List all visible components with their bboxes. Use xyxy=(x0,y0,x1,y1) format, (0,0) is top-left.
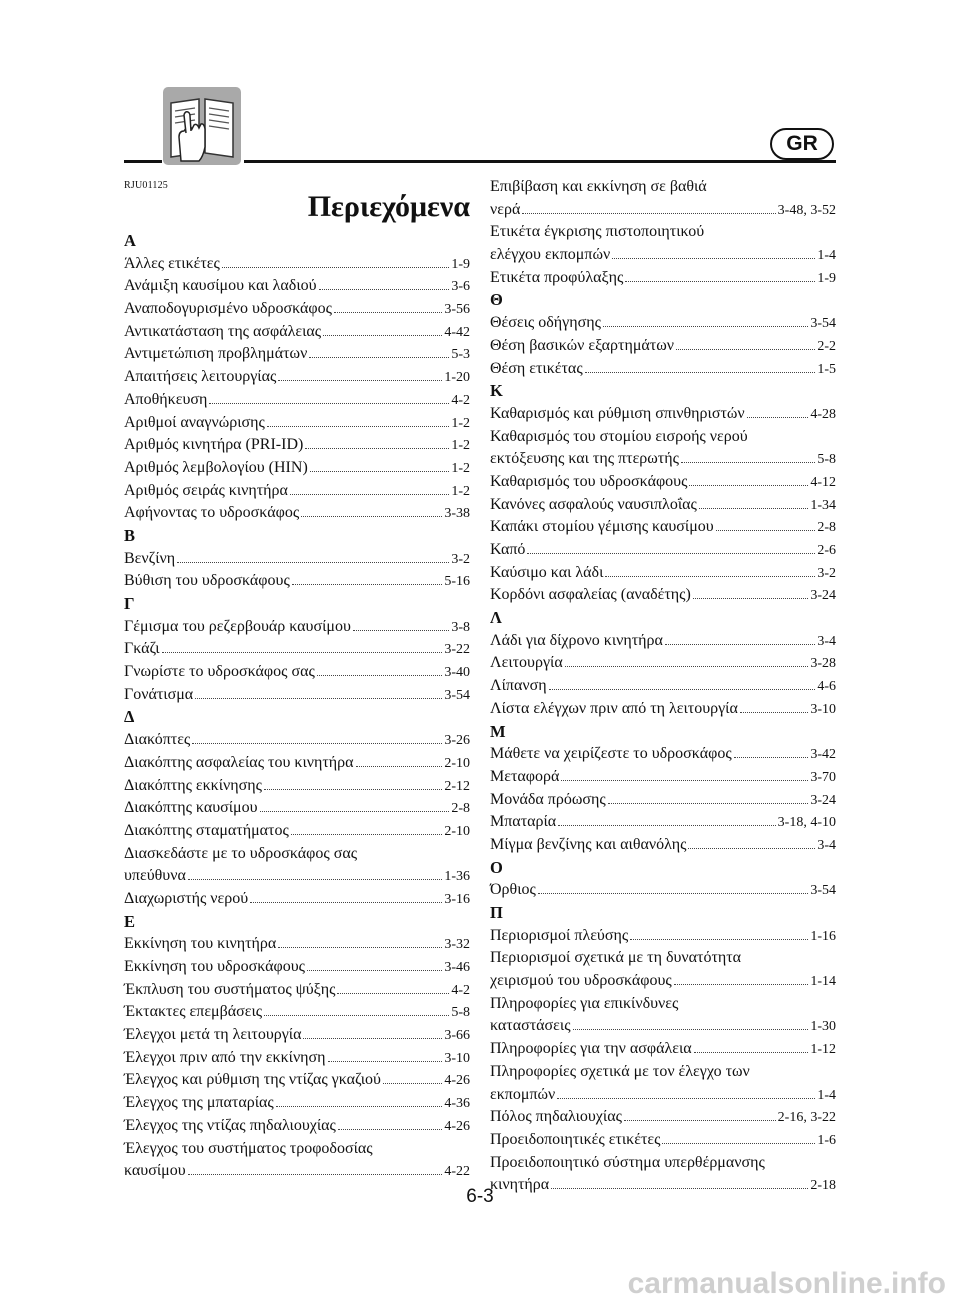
entry-page: 1-6 xyxy=(817,1132,836,1148)
dot-leader xyxy=(195,689,442,699)
entry-text: κινητήρα xyxy=(490,1176,550,1194)
dot-leader xyxy=(699,499,808,509)
dot-leader xyxy=(603,317,808,327)
entry-text: Έκτακτες επεμβάσεις xyxy=(124,1003,263,1021)
dot-leader xyxy=(558,816,776,826)
entry-text: Διακόπτης ασφαλείας του κινητήρα xyxy=(124,753,354,771)
page-number: 6-3 xyxy=(466,1186,494,1207)
entry-text: Έλεγχος της μπαταρίας xyxy=(124,1094,274,1112)
index-entry[interactable] xyxy=(124,979,470,1002)
index-entry[interactable] xyxy=(490,494,836,517)
entry-page: 1-5 xyxy=(817,361,836,377)
index-column-right xyxy=(490,176,836,1197)
dot-leader xyxy=(188,870,442,880)
index-entry[interactable] xyxy=(490,811,836,834)
entry-page: 3-16 xyxy=(444,891,470,907)
index-entry[interactable] xyxy=(490,1106,836,1129)
dot-leader xyxy=(612,249,815,259)
dot-leader xyxy=(353,621,449,631)
entry-page: 4-26 xyxy=(444,1118,470,1134)
index-entry-line[interactable]: Ετικέτα έγκρισης πιστοποιητικού xyxy=(490,223,705,241)
entry-text: Πληροφορίες για την ασφάλεια xyxy=(490,1040,692,1058)
index-entry[interactable] xyxy=(124,1092,470,1115)
dot-leader xyxy=(264,1007,449,1017)
dot-leader xyxy=(608,794,809,804)
index-entry[interactable] xyxy=(490,879,836,902)
index-entry[interactable] xyxy=(490,698,836,721)
entry-text: Γκάζι xyxy=(124,640,160,658)
index-entry-line[interactable]: Προειδοποιητικό σύστημα υπερθέρμανσης xyxy=(490,1153,765,1171)
entry-page: 1-2 xyxy=(451,483,470,499)
entry-text: Ανάμιξη καυσίμου και λαδιού xyxy=(124,277,317,295)
entry-text: Πόλος πηδαλιουχίας xyxy=(490,1108,622,1126)
language-badge: GR xyxy=(770,128,834,160)
dot-leader xyxy=(662,1134,815,1144)
index-entry[interactable] xyxy=(490,267,836,290)
entry-text: Κορδόνι ασφαλείας (αναδέτης) xyxy=(490,586,691,604)
entry-text: Διακόπτης σταματήματος xyxy=(124,821,289,839)
index-letter: Π xyxy=(490,903,503,922)
dot-leader xyxy=(188,1165,443,1175)
entry-text: Έλεγχος της ντίζας πηδαλιουχίας xyxy=(124,1116,336,1134)
entry-text: Αποθήκευση xyxy=(124,390,208,408)
entry-page: 2-10 xyxy=(444,823,470,839)
dot-leader xyxy=(292,576,443,586)
dot-leader xyxy=(177,553,449,563)
index-entry[interactable] xyxy=(490,471,836,494)
entry-page: 2-8 xyxy=(817,520,836,536)
index-entry[interactable] xyxy=(124,457,470,480)
dot-leader xyxy=(209,394,449,404)
entry-page: 2-18 xyxy=(810,1178,836,1194)
entry-page: 4-6 xyxy=(817,679,836,695)
dot-leader xyxy=(585,363,816,373)
index-entry[interactable] xyxy=(124,548,470,571)
entry-page: 3-42 xyxy=(810,747,836,763)
entry-text: Βύθιση του υδροσκάφους xyxy=(124,572,290,590)
entry-text: Αφήνοντας το υδροσκάφος xyxy=(124,504,300,522)
index-letter: Α xyxy=(124,231,136,250)
index-entry[interactable] xyxy=(124,1001,470,1024)
entry-page: 1-14 xyxy=(810,974,836,990)
index-entry[interactable] xyxy=(124,1115,470,1138)
entry-text: Θέση ετικέτας xyxy=(490,359,583,377)
dot-leader xyxy=(689,476,808,486)
entry-text: Άλλες ετικέτες xyxy=(124,254,220,272)
index-entry[interactable] xyxy=(490,675,836,698)
dot-leader xyxy=(557,1089,815,1099)
dot-leader xyxy=(305,439,449,449)
index-entry[interactable] xyxy=(124,298,470,321)
index-letter: Γ xyxy=(124,594,135,613)
dot-leader xyxy=(334,303,442,313)
entry-text: Μονάδα πρόωσης xyxy=(490,790,606,808)
index-entry-line[interactable]: Πληροφορίες για επικίνδυνες xyxy=(490,994,679,1012)
entry-page: 3-6 xyxy=(451,279,470,295)
index-entry[interactable] xyxy=(490,630,836,653)
dot-leader xyxy=(625,272,815,282)
entry-page: 1-9 xyxy=(451,256,470,272)
dot-leader xyxy=(356,757,443,767)
entry-page: 1-36 xyxy=(444,869,470,885)
index-entry[interactable] xyxy=(124,480,470,503)
index-entry[interactable] xyxy=(124,797,470,820)
index-letter: Ο xyxy=(490,857,503,877)
dot-leader xyxy=(561,771,808,781)
index-entry[interactable] xyxy=(124,933,470,956)
dot-leader xyxy=(260,802,450,812)
index-entry[interactable] xyxy=(490,199,836,222)
entry-text: Αριθμοί αναγνώρισης xyxy=(124,413,265,431)
entry-page: 3-70 xyxy=(810,769,836,785)
index-entry[interactable] xyxy=(124,820,470,843)
entry-page: 3-54 xyxy=(444,687,470,703)
entry-page: 5-16 xyxy=(444,574,470,590)
entry-text: Αριθμός λεμβολογίου (HIN) xyxy=(124,458,308,476)
entry-text: Έλεγχοι μετά τη λειτουργία xyxy=(124,1026,302,1044)
index-letter: Λ xyxy=(490,608,502,628)
entry-text: Όρθιος xyxy=(490,881,536,899)
index-entry[interactable] xyxy=(490,834,836,857)
entry-text: Αριθμός σειράς κινητήρα xyxy=(124,481,288,499)
entry-page: 3-66 xyxy=(444,1028,470,1044)
entry-text: Λειτουργία xyxy=(490,654,563,672)
entry-page: 3-54 xyxy=(810,883,836,899)
dot-leader xyxy=(278,371,442,381)
entry-page: 2-2 xyxy=(817,338,836,354)
index-entry[interactable] xyxy=(490,1015,836,1038)
index-entry[interactable] xyxy=(124,570,470,593)
dot-leader xyxy=(681,453,815,463)
index-letter: Δ xyxy=(124,707,135,727)
entry-page: 5-3 xyxy=(451,347,470,363)
entry-page: 3-32 xyxy=(444,937,470,953)
entry-text: Έλεγχος και ρύθμιση της ντίζας γκαζιού xyxy=(124,1071,381,1089)
entry-page: 3-10 xyxy=(810,701,836,717)
header-rule-left xyxy=(124,160,162,163)
entry-page: 3-8 xyxy=(451,619,470,635)
index-entry[interactable] xyxy=(490,403,836,426)
index-column-left xyxy=(124,230,470,1183)
entry-text: Καθαρισμός και ρύθμιση σπινθηριστών xyxy=(490,404,745,422)
index-entry[interactable] xyxy=(124,343,470,366)
dot-leader xyxy=(337,984,449,994)
document-code: RJU01125 xyxy=(124,180,169,191)
index-entry[interactable] xyxy=(490,562,836,585)
entry-page: 4-22 xyxy=(444,1164,470,1180)
index-entry-line[interactable]: Έλεγχος του συστήματος τροφοδοσίας xyxy=(124,1139,373,1157)
index-letter: Ε xyxy=(124,911,136,931)
dot-leader xyxy=(674,975,809,985)
entry-text: Καύσιμο και λάδι xyxy=(490,563,604,581)
entry-text: εκτόξευσης και της πτερωτής xyxy=(490,450,679,468)
entry-text: Αντικατάσταση της ασφάλειας xyxy=(124,322,322,340)
page-title: Περιεχόμενα xyxy=(307,190,470,223)
dot-leader xyxy=(688,839,815,849)
dot-leader xyxy=(527,544,815,554)
index-entry[interactable] xyxy=(124,661,470,684)
entry-page: 1-4 xyxy=(817,248,836,264)
entry-text: Έλεγχοι πριν από την εκκίνηση xyxy=(124,1048,326,1066)
index-entry[interactable] xyxy=(490,789,836,812)
dot-leader xyxy=(605,567,815,577)
entry-page: 2-6 xyxy=(817,543,836,558)
entry-text: Καπό xyxy=(490,541,526,558)
entry-page: 3-2 xyxy=(817,565,836,581)
dot-leader xyxy=(630,930,808,940)
entry-page: 5-8 xyxy=(451,1005,470,1021)
index-entry[interactable] xyxy=(124,366,470,389)
entry-page: 3-22 xyxy=(444,642,470,658)
dot-leader xyxy=(319,281,450,291)
entry-text: Εκκίνηση του υδροσκάφους xyxy=(124,958,306,975)
dot-leader xyxy=(278,939,442,949)
index-entry[interactable] xyxy=(124,1047,470,1070)
entry-text: νερά xyxy=(490,200,521,218)
entry-page: 3-48, 3-52 xyxy=(777,202,836,218)
dot-leader xyxy=(290,485,449,495)
entry-text: εκπομπών xyxy=(490,1085,556,1103)
entry-page: 3-54 xyxy=(810,316,836,332)
entry-page: 2-8 xyxy=(451,801,470,817)
entry-text: Μεταφορά xyxy=(490,767,560,785)
dot-leader xyxy=(250,893,442,903)
entry-page: 1-2 xyxy=(451,460,470,476)
dot-leader xyxy=(222,258,449,268)
entry-text: Καθαρισμός του υδροσκάφους xyxy=(490,472,688,490)
index-entry[interactable] xyxy=(124,1024,470,1047)
entry-text: Προειδοποιητικές ετικέτες xyxy=(490,1130,661,1148)
entry-text: Λάδι για δίχρονο κινητήρα xyxy=(490,631,663,649)
index-entry[interactable] xyxy=(490,358,836,381)
manual-book-hand-icon xyxy=(163,87,241,165)
dot-leader xyxy=(276,1097,443,1107)
entry-page: 1-2 xyxy=(451,438,470,454)
entry-text: Διακόπτες xyxy=(124,731,191,749)
entry-text: χειρισμού του υδροσκάφους xyxy=(490,972,672,990)
index-entry[interactable] xyxy=(490,244,836,267)
entry-text: Γνωρίστε το υδροσκάφος σας xyxy=(124,663,315,681)
dot-leader xyxy=(573,1021,809,1031)
entry-page: 2-16, 3-22 xyxy=(777,1110,836,1126)
index-letter: Κ xyxy=(490,381,503,401)
entry-page: 4-36 xyxy=(444,1096,470,1112)
index-entry[interactable] xyxy=(124,502,470,525)
dot-leader xyxy=(693,590,809,600)
dot-leader xyxy=(267,417,449,427)
index-entry[interactable] xyxy=(490,312,836,335)
dot-leader xyxy=(309,349,449,359)
entry-page: 3-4 xyxy=(817,837,836,853)
entry-text: Κανόνες ασφαλούς ναυσιπλοΐας xyxy=(490,495,697,513)
entry-page: 3-28 xyxy=(810,656,836,672)
index-entry[interactable] xyxy=(124,1160,470,1183)
index-entry[interactable] xyxy=(490,766,836,789)
entry-text: ελέγχου εκπομπών xyxy=(490,246,611,264)
entry-page: 4-12 xyxy=(810,474,836,490)
dot-leader xyxy=(549,680,816,690)
entry-text: Έκπλυση του συστήματος ψύξης xyxy=(124,980,336,998)
entry-text: Μάθετε να χειρίζεστε το υδροσκάφος xyxy=(490,745,732,763)
index-entry[interactable] xyxy=(124,253,470,276)
index-entry[interactable] xyxy=(124,412,470,435)
entry-page: 3-18, 4-10 xyxy=(777,815,836,831)
dot-leader xyxy=(716,522,816,532)
entry-text: Αντιμετώπιση προβλημάτων xyxy=(124,345,308,363)
dot-leader xyxy=(323,326,442,336)
dot-leader xyxy=(162,644,443,654)
index-entry[interactable] xyxy=(124,275,470,298)
entry-page: 4-42 xyxy=(444,324,470,340)
entry-page: 3-56 xyxy=(444,302,470,318)
entry-page: 1-4 xyxy=(817,1087,836,1103)
entry-text: Θέσεις οδήγησης xyxy=(490,314,601,332)
index-entry[interactable] xyxy=(490,652,836,675)
dot-leader xyxy=(624,1111,776,1121)
dot-leader xyxy=(522,204,775,214)
dot-leader xyxy=(303,1029,442,1039)
dot-leader xyxy=(328,1052,443,1062)
entry-text: Θέση βασικών εξαρτημάτων xyxy=(490,336,674,354)
index-entry[interactable] xyxy=(124,775,470,798)
index-letter: Μ xyxy=(490,721,506,741)
entry-page: 4-2 xyxy=(451,392,470,408)
index-entry[interactable] xyxy=(490,925,836,948)
index-letter: Β xyxy=(124,525,136,545)
entry-text: Ετικέτα προφύλαξης xyxy=(490,268,624,286)
dot-leader xyxy=(338,1120,442,1130)
index-entry[interactable] xyxy=(124,389,470,412)
index-letter: Θ xyxy=(490,290,503,310)
dot-leader xyxy=(317,666,443,676)
dot-leader xyxy=(740,703,808,713)
index-entry[interactable] xyxy=(124,434,470,457)
entry-text: Γονάτισμα xyxy=(124,685,194,703)
index-entry[interactable] xyxy=(124,956,470,979)
dot-leader xyxy=(264,780,442,790)
entry-page: 1-34 xyxy=(810,497,836,513)
entry-page: 4-2 xyxy=(451,982,470,998)
entry-text: Αριθμός κινητήρα (PRI-ID) xyxy=(124,436,304,454)
index-entry[interactable] xyxy=(490,448,836,471)
entry-text: Αναποδογυρισμένο υδροσκάφος xyxy=(124,300,332,318)
dot-leader xyxy=(383,1075,442,1085)
index-entry[interactable] xyxy=(490,1038,836,1061)
index-entry-line[interactable]: Επιβίβαση και εκκίνηση σε βαθιά xyxy=(490,178,707,195)
dot-leader xyxy=(565,658,809,668)
dot-leader xyxy=(192,734,442,744)
header-rule-right xyxy=(244,160,836,163)
entry-text: Μίγμα βενζίνης και αιθανόλης xyxy=(490,835,687,853)
entry-page: 1-16 xyxy=(810,928,836,944)
index-entry-line[interactable]: Διασκεδάστε με το υδροσκάφος σας xyxy=(124,844,358,862)
index-entry[interactable] xyxy=(490,335,836,358)
index-entry[interactable] xyxy=(490,584,836,607)
entry-page: 5-8 xyxy=(817,452,836,468)
entry-text: Διακόπτης καυσίμου xyxy=(124,799,258,817)
entry-page: 1-30 xyxy=(810,1019,836,1035)
index-entry-line[interactable]: Καθαρισμός του στομίου εισροής νερού xyxy=(490,427,748,445)
dot-leader xyxy=(291,825,443,835)
index-entry[interactable] xyxy=(124,684,470,707)
entry-text: Βενζίνη xyxy=(124,549,176,567)
dot-leader xyxy=(676,340,815,350)
entry-text: Εκκίνηση του κινητήρα xyxy=(124,935,277,953)
entry-text: Διακόπτης εκκίνησης xyxy=(124,776,262,794)
index-entry[interactable] xyxy=(124,752,470,775)
index-entry-line[interactable]: Πληροφορίες σχετικά με τον έλεγχο των xyxy=(490,1062,750,1080)
watermark: carmanualsonline.info xyxy=(627,1267,946,1300)
index-entry[interactable] xyxy=(490,1129,836,1152)
entry-page: 1-2 xyxy=(451,415,470,431)
entry-page: 2-12 xyxy=(444,778,470,794)
index-entry[interactable] xyxy=(490,743,836,766)
entry-text: Μπαταρία xyxy=(490,813,557,831)
entry-page: 3-46 xyxy=(444,960,470,975)
entry-page: 3-10 xyxy=(444,1050,470,1066)
entry-page: 4-26 xyxy=(444,1073,470,1089)
entry-page: 3-24 xyxy=(810,588,836,604)
index-entry[interactable] xyxy=(124,729,470,752)
index-entry[interactable] xyxy=(124,888,470,911)
entry-page: 2-10 xyxy=(444,755,470,771)
entry-page: 1-9 xyxy=(817,270,836,286)
entry-text: υπεύθυνα xyxy=(124,867,186,885)
entry-text: καταστάσεις xyxy=(490,1017,571,1035)
index-entry[interactable] xyxy=(490,970,836,993)
dot-leader xyxy=(307,961,442,971)
dot-leader xyxy=(694,1043,809,1053)
entry-page: 3-24 xyxy=(810,792,836,808)
entry-text: Διαχωριστής νερού xyxy=(124,889,249,907)
entry-page: 1-12 xyxy=(810,1042,836,1058)
index-entry[interactable] xyxy=(124,616,470,639)
entry-page: 3-26 xyxy=(444,733,470,749)
entry-text: Καπάκι στομίου γέμισης καυσίμου xyxy=(490,518,714,536)
dot-leader xyxy=(747,408,809,418)
index-entry[interactable] xyxy=(124,1069,470,1092)
dot-leader xyxy=(301,507,442,517)
entry-page: 3-38 xyxy=(444,506,470,522)
entry-page: 3-4 xyxy=(817,633,836,649)
index-entry[interactable] xyxy=(490,516,836,539)
dot-leader xyxy=(538,885,808,895)
entry-text: Γέμισμα του ρεζερβουάρ καυσίμου xyxy=(124,617,351,635)
index-entry[interactable] xyxy=(124,321,470,344)
dot-leader xyxy=(734,748,809,758)
entry-text: Λίστα ελέγχων πριν από τη λειτουργία xyxy=(490,699,738,717)
entry-page: 1-20 xyxy=(444,370,470,386)
entry-page: 4-28 xyxy=(810,406,836,422)
dot-leader xyxy=(310,462,450,472)
entry-page: 3-40 xyxy=(444,665,470,681)
entry-text: Περιορισμοί πλεύσης xyxy=(490,926,629,944)
index-entry[interactable] xyxy=(124,638,470,661)
entry-text: καυσίμου xyxy=(124,1162,186,1180)
entry-text: Λίπανση xyxy=(490,677,547,695)
dot-leader xyxy=(665,635,815,645)
index-entry[interactable] xyxy=(490,539,836,562)
index-entry[interactable] xyxy=(490,1084,836,1107)
entry-page: 3-2 xyxy=(451,551,470,567)
entry-text: Απαιτήσεις λειτουργίας xyxy=(124,368,277,386)
index-entry-line[interactable]: Περιορισμοί σχετικά με τη δυνατότητα xyxy=(490,949,742,967)
index-entry[interactable] xyxy=(124,865,470,888)
